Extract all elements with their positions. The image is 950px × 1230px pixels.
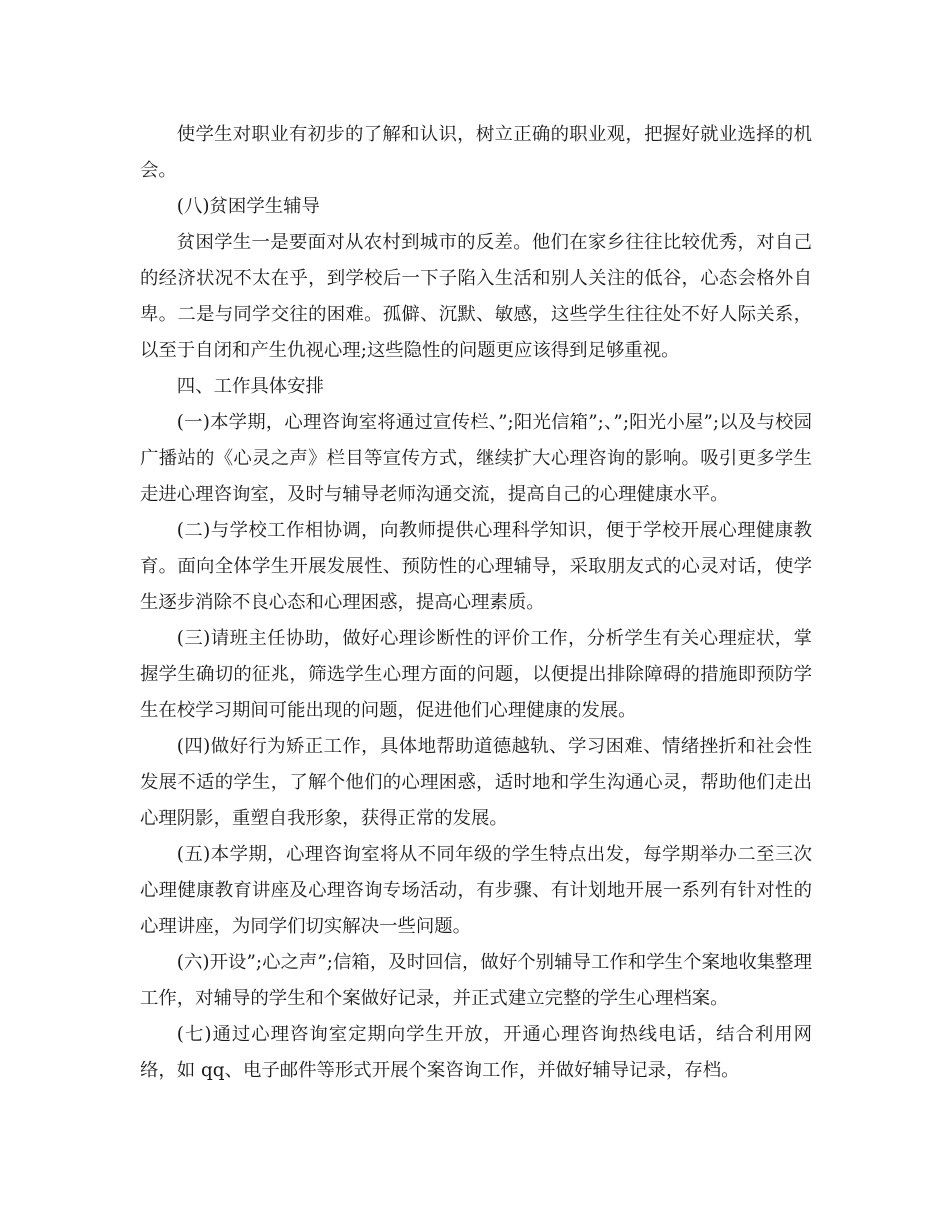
paragraph-item-2: (二)与学校工作相协调，向教师提供心理科学知识，便于学校开展心理健康教育。面向全体学生开展发展性、预防性的心理辅导，采取朋友式的心灵对话，使学生逐步消除不良心态和心理困惑，提高心理素质。 bbox=[140, 520, 812, 613]
paragraph-item-4: (四)做好行为矫正工作，具体地帮助道德越轨、学习困难、情绪挫折和社会性发展不适的学生，了解个他们的心理困惑，适时地和学生沟通心灵，帮助他们走出心理阴影，重塑自我形象，获得正常的发展。 bbox=[140, 736, 812, 829]
paragraph-item-1: (一)本学期，心理咨询室将通过宣传栏、”;阳光信箱”;、”;阳光小屋”;以及与校园广播站的《心灵之声》栏目等宣传方式，继续扩大心理咨询的影响。吸引更多学生走进心理咨询室，及时与辅导老师沟通交流，提高自己的心理健康水平。 bbox=[140, 412, 812, 505]
heading-poor-students: (八)贫困学生辅导 bbox=[176, 196, 320, 217]
paragraph-item-5: (五)本学期，心理咨询室将从不同年级的学生特点出发，每学期举办二至三次心理健康教育讲座及心理咨询专场活动，有步骤、有计划地开展一系列有针对性的心理讲座，为同学们切实解决一些问题。 bbox=[140, 844, 812, 937]
document-body bbox=[140, 117, 812, 1089]
heading-work-arrangement: 四、工作具体安排 bbox=[176, 376, 324, 397]
paragraph-item-3: (三)请班主任协助，做好心理诊断性的评价工作，分析学生有关心理症状，掌握学生确切的征兆，筛选学生心理方面的问题，以便提出排除障碍的措施即预防学生在校学习期间可能出现的问题，促进他们心理健康的发展。 bbox=[140, 628, 812, 721]
paragraph-item-7: (七)通过心理咨询室定期向学生开放，开通心理咨询热线电话，结合利用网络，如 qq、电子邮件等形式开展个案咨询工作，并做好辅导记录，存档。 bbox=[140, 1024, 812, 1081]
paragraph-item-6: (六)开设”;心之声”;信箱，及时回信，做好个别辅导工作和学生个案地收集整理工作，对辅导的学生和个案做好记录，并正式建立完整的学生心理档案。 bbox=[140, 952, 812, 1009]
paragraph-poor-students: 贫困学生一是要面对从农村到城市的反差。他们在家乡往往比较优秀，对自己的经济状况不太在乎，到学校后一下子陷入生活和别人关注的低谷，心态会格外自卑。二是与同学交往的困难。孤僻、沉默、敏感，这些学生往往处不好人际关系，以至于自闭和产生仇视心理;这些隐性的问题更应该得到足够重视。 bbox=[140, 232, 812, 361]
paragraph-career-view: 使学生对职业有初步的了解和认识，树立正确的职业观，把握好就业选择的机会。 bbox=[140, 124, 812, 181]
